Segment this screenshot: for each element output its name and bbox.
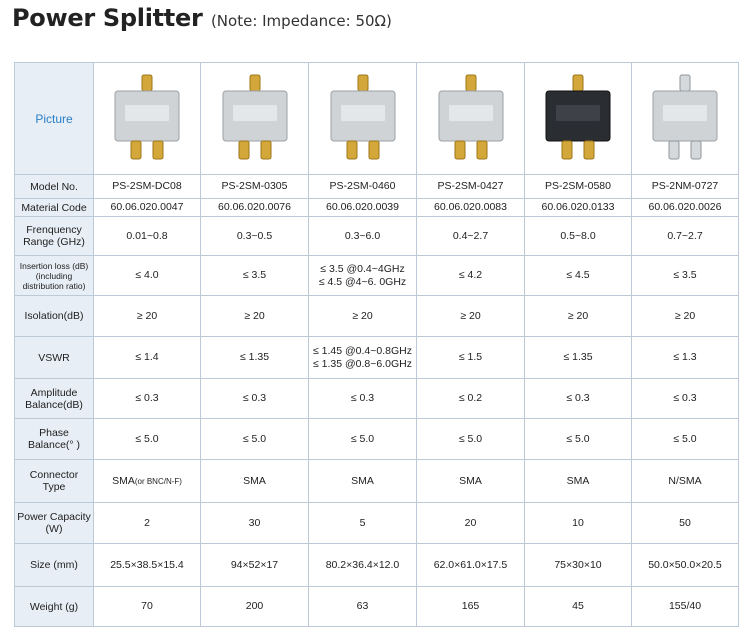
- label-weight: Weight (g): [15, 587, 94, 627]
- phase-balance-value: ≤ 5.0: [201, 419, 309, 460]
- model-no-value: PS-2SM-0580: [525, 175, 632, 199]
- amplitude-balance-value: ≤ 0.3: [201, 379, 309, 419]
- vswr-value: [309, 337, 417, 379]
- power-capacity-value: 10: [525, 503, 632, 544]
- frequency-value: 0.3~0.5: [201, 217, 309, 256]
- product-image-5: [525, 63, 632, 175]
- row-frequency: [15, 217, 739, 256]
- label-model-no: Model No.: [15, 175, 94, 199]
- connector-type-value: [201, 460, 309, 503]
- output-connector-2: [584, 141, 594, 159]
- row-connector: [15, 460, 739, 503]
- insertion-loss-value: [417, 256, 525, 296]
- output-connector-1: [455, 141, 465, 159]
- product-image-2: [201, 63, 309, 175]
- vswr-value-line-1: ≤ 1.35: [239, 351, 270, 363]
- insertion-loss-value-line-1: ≤ 4.2: [458, 269, 483, 281]
- amplitude-balance-value: ≤ 0.3: [525, 379, 632, 419]
- amplitude-balance-value: ≤ 0.3: [632, 379, 739, 419]
- label-frequency: Frenquency Range (GHz): [15, 217, 94, 256]
- connector-main: SMA: [243, 474, 266, 487]
- material-code-value: 60.06.020.0039: [309, 199, 417, 217]
- vswr-value-line-1: ≤ 1.3: [673, 351, 697, 363]
- connector-main: SMA: [351, 474, 374, 487]
- insertion-loss-value-line-1: ≤ 4.5: [566, 269, 590, 281]
- amplitude-balance-value: ≤ 0.2: [417, 379, 525, 419]
- label-power: Power Capacity (W): [15, 503, 94, 544]
- row-picture: [15, 63, 739, 175]
- label-material-code: Material Code: [15, 199, 94, 217]
- vswr-value: [94, 337, 201, 379]
- model-no-value: PS-2SM-0460: [309, 175, 417, 199]
- connector-alt: (or BNC/N-F): [134, 476, 182, 486]
- row-weight: [15, 587, 739, 627]
- row-model: [15, 175, 739, 199]
- connector-type-value: [309, 460, 417, 503]
- product-label: [125, 105, 169, 121]
- vswr-value: [201, 337, 309, 379]
- output-connector-1: [347, 141, 357, 159]
- connector-main: SMA: [112, 474, 135, 487]
- isolation-value: ≥ 20: [632, 296, 739, 337]
- output-connector-1: [669, 141, 679, 159]
- row-size: [15, 544, 739, 587]
- label-amplitude: Amplitude Balance(dB): [15, 379, 94, 419]
- label-picture: Picture: [15, 63, 94, 175]
- isolation-value: ≥ 20: [309, 296, 417, 337]
- size-value: 62.0×61.0×17.5: [417, 544, 525, 587]
- isolation-value: ≥ 20: [525, 296, 632, 337]
- product-image-4: [417, 63, 525, 175]
- vswr-value-line-1: ≤ 1.35: [563, 351, 593, 363]
- output-connector-1: [131, 141, 141, 159]
- phase-balance-value: ≤ 5.0: [632, 419, 739, 460]
- power-capacity-value: 50: [632, 503, 739, 544]
- vswr-value-line-1: ≤ 1.45 @0.4~0.8GHz: [312, 344, 413, 357]
- product-label: [449, 105, 493, 121]
- output-connector-1: [239, 141, 249, 159]
- insertion-loss-value: [94, 256, 201, 296]
- power-capacity-value: 5: [309, 503, 417, 544]
- output-connector-2: [153, 141, 163, 159]
- vswr-value-line-1: ≤ 1.4: [135, 351, 159, 363]
- output-connector-2: [691, 141, 701, 159]
- product-label: [556, 105, 600, 121]
- input-connector: [250, 75, 260, 91]
- size-value: 75×30×10: [525, 544, 632, 587]
- vswr-value: [417, 337, 525, 379]
- size-value: 50.0×50.0×20.5: [632, 544, 739, 587]
- model-no-value: PS-2SM-DC08: [94, 175, 201, 199]
- label-connector: Connector Type: [15, 460, 94, 503]
- connector-main: SMA: [566, 474, 590, 487]
- weight-value: 45: [525, 587, 632, 627]
- material-code-value: 60.06.020.0083: [417, 199, 525, 217]
- row-isolation: [15, 296, 739, 337]
- size-value: 25.5×38.5×15.4: [94, 544, 201, 587]
- connector-type-value: [417, 460, 525, 503]
- vswr-value-line-2: ≤ 1.35 @0.8~6.0GHz: [312, 357, 413, 370]
- title-note: (Note: Impedance: 50Ω): [210, 12, 392, 30]
- title-main: Power Splitter: [12, 4, 203, 32]
- model-no-value: PS-2NM-0727: [632, 175, 739, 199]
- amplitude-balance-value: ≤ 0.3: [94, 379, 201, 419]
- row-material: [15, 199, 739, 217]
- label-vswr: VSWR: [15, 337, 94, 379]
- power-capacity-value: 20: [417, 503, 525, 544]
- insertion-loss-value: [632, 256, 739, 296]
- weight-value: 200: [201, 587, 309, 627]
- phase-balance-value: ≤ 5.0: [525, 419, 632, 460]
- product-label: [663, 105, 707, 121]
- connector-type-value: [94, 460, 201, 503]
- connector-main: SMA: [459, 474, 482, 487]
- material-code-value: 60.06.020.0026: [632, 199, 739, 217]
- frequency-value: 0.3~6.0: [309, 217, 417, 256]
- output-connector-2: [369, 141, 379, 159]
- weight-value: 165: [417, 587, 525, 627]
- model-no-value: PS-2SM-0305: [201, 175, 309, 199]
- connector-main: N/SMA: [668, 474, 702, 487]
- insertion-loss-value-line-1: ≤ 3.5 @0.4~4GHz: [320, 262, 405, 275]
- frequency-value: 0.4~2.7: [417, 217, 525, 256]
- frequency-value: 0.7~2.7: [632, 217, 739, 256]
- phase-balance-value: ≤ 5.0: [94, 419, 201, 460]
- output-connector-2: [477, 141, 487, 159]
- insertion-loss-value: [525, 256, 632, 296]
- product-label: [341, 105, 385, 121]
- row-phase: [15, 419, 739, 460]
- insertion-loss-value-line-2: ≤ 4.5 @4~6. 0GHz: [318, 275, 407, 288]
- connector-type-value: [632, 460, 739, 503]
- phase-balance-value: ≤ 5.0: [309, 419, 417, 460]
- insertion-loss-value: [309, 256, 417, 296]
- input-connector: [142, 75, 152, 91]
- row-amplitude: [15, 379, 739, 419]
- material-code-value: 60.06.020.0047: [94, 199, 201, 217]
- insertion-loss-value-line-1: ≤ 4.0: [135, 269, 159, 281]
- product-image-1: [94, 63, 201, 175]
- label-phase: Phase Balance(° ): [15, 419, 94, 460]
- power-capacity-value: 30: [201, 503, 309, 544]
- size-value: 94×52×17: [201, 544, 309, 587]
- phase-balance-value: ≤ 5.0: [417, 419, 525, 460]
- row-vswr: [15, 337, 739, 379]
- page-title: [12, 4, 392, 40]
- output-connector-2: [261, 141, 271, 159]
- frequency-value: 0.5~8.0: [525, 217, 632, 256]
- weight-value: 70: [94, 587, 201, 627]
- label-insertion-loss: Insertion loss (dB) (including distribution ratio): [15, 256, 94, 296]
- product-label: [233, 105, 277, 121]
- isolation-value: ≥ 20: [201, 296, 309, 337]
- label-size: Size (mm): [15, 544, 94, 587]
- row-insertion-loss: [15, 256, 739, 296]
- vswr-value: [632, 337, 739, 379]
- vswr-value-line-1: ≤ 1.5: [458, 351, 483, 363]
- material-code-value: 60.06.020.0133: [525, 199, 632, 217]
- weight-value: 155/40: [632, 587, 739, 627]
- isolation-value: ≥ 20: [94, 296, 201, 337]
- amplitude-balance-value: ≤ 0.3: [309, 379, 417, 419]
- material-code-value: 60.06.020.0076: [201, 199, 309, 217]
- size-value: 80.2×36.4×12.0: [309, 544, 417, 587]
- input-connector: [358, 75, 368, 91]
- row-power: [15, 503, 739, 544]
- model-no-value: PS-2SM-0427: [417, 175, 525, 199]
- output-connector-1: [562, 141, 572, 159]
- power-capacity-value: 2: [94, 503, 201, 544]
- input-connector: [466, 75, 476, 91]
- connector-type-value: [525, 460, 632, 503]
- insertion-loss-value: [201, 256, 309, 296]
- spec-table: [14, 62, 739, 627]
- product-image-6: [632, 63, 739, 175]
- input-connector: [573, 75, 583, 91]
- product-image-3: [309, 63, 417, 175]
- label-isolation: Isolation(dB): [15, 296, 94, 337]
- isolation-value: ≥ 20: [417, 296, 525, 337]
- input-connector: [680, 75, 690, 91]
- insertion-loss-value-line-1: ≤ 3.5: [242, 269, 267, 281]
- frequency-value: 0.01~0.8: [94, 217, 201, 256]
- vswr-value: [525, 337, 632, 379]
- insertion-loss-value-line-1: ≤ 3.5: [673, 269, 697, 281]
- weight-value: 63: [309, 587, 417, 627]
